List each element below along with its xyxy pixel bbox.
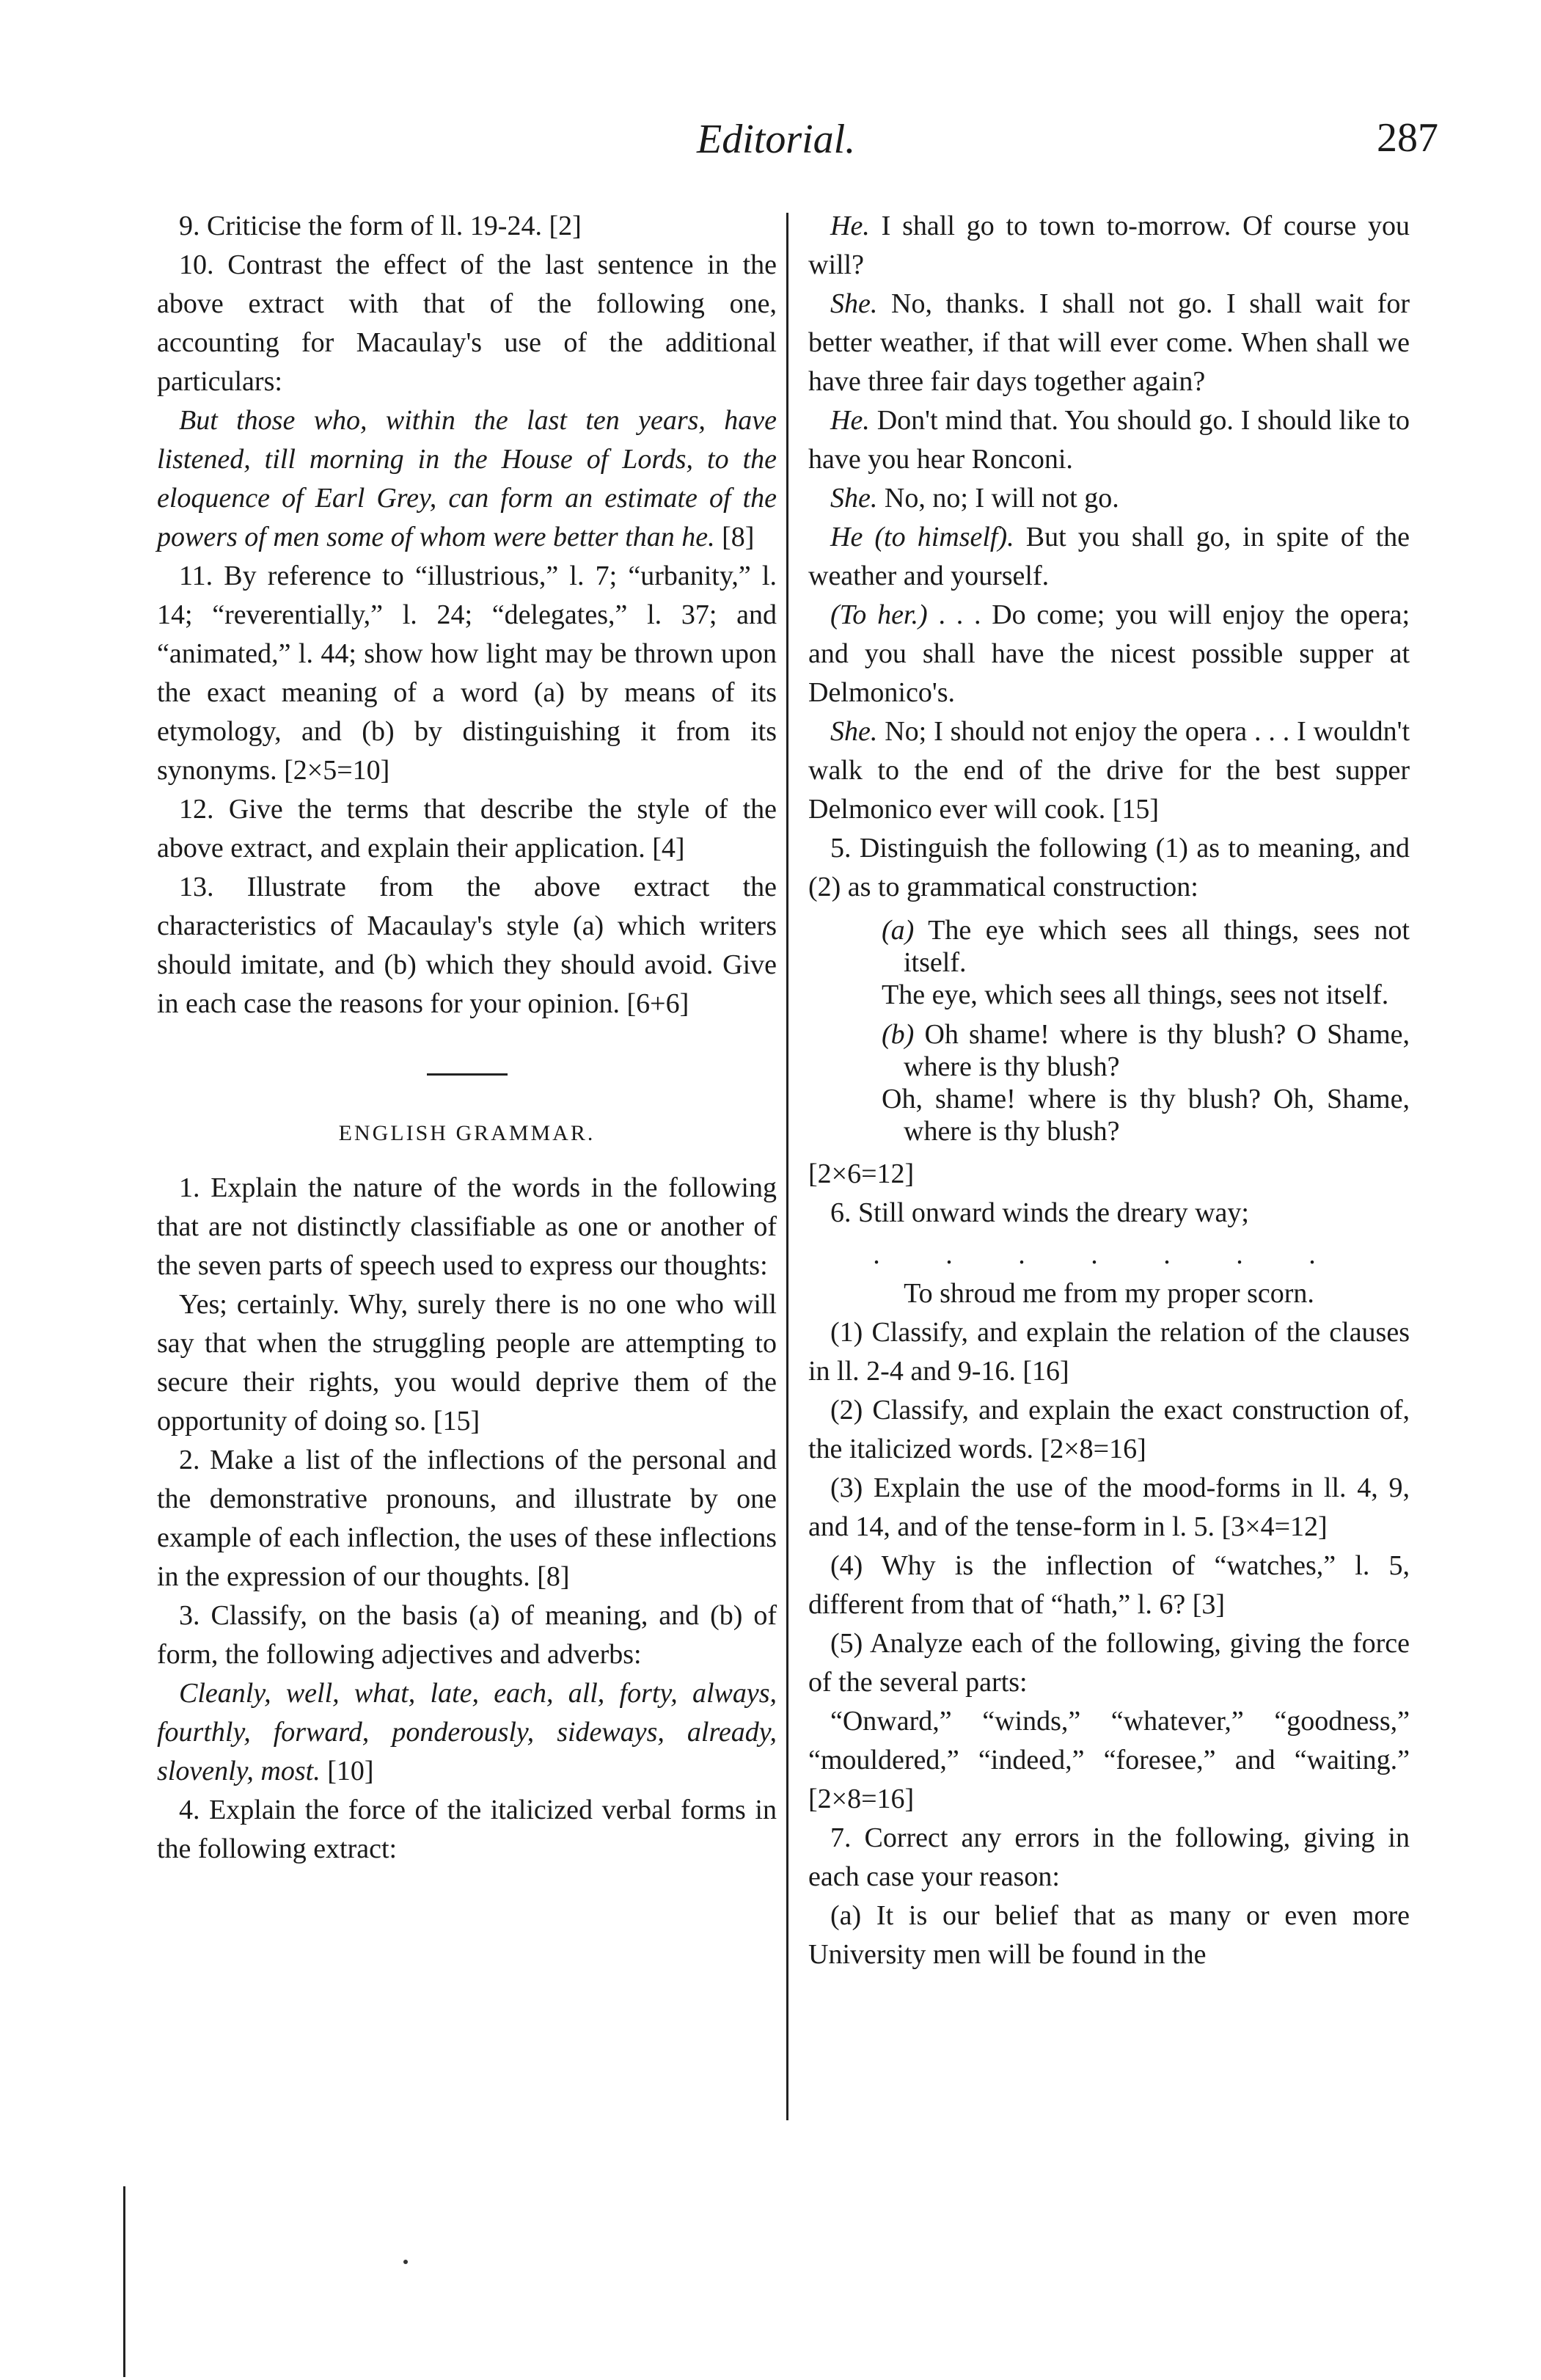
question-12: 12. Give the terms that describe the style of the above extract, and explain their application. [4]: [157, 794, 777, 864]
pair-b-sentence-2: Oh, shame! where is thy blush? Oh, Shame, where is thy blush?: [882, 1084, 1410, 1147]
dialogue-line: [808, 285, 1410, 401]
question-6-part-4: (4) Why is the inflection of “watches,” l. 5, different from that of “hath,” l. 6? [3]: [808, 1550, 1410, 1620]
question-6-part-5-words: “Onward,” “winds,” “whatever,” “goodness,” “mouldered,” “indeed,” “foresee,” and “waiting.” [2×8=16]: [808, 1706, 1410, 1814]
dialogue-text: No, thanks. I shall not go. I shall wait for better weather, if that will ever come. When shall we have three fair days together again?: [808, 288, 1410, 397]
pair-a-sentence-1: The eye which sees all things, sees not itself.: [904, 915, 1410, 978]
dialogue-line: [808, 596, 1410, 712]
section-separator: [157, 1053, 777, 1092]
pair-a-sentence-2: The eye, which sees all things, sees not itself.: [882, 979, 1389, 1010]
dialogue-text: No, no; I will not go.: [884, 483, 1119, 514]
grammar-question-3: 3. Classify, on the basis (a) of meaning, and (b) of form, the following adjectives and adverbs:: [157, 1600, 777, 1670]
question-5-mark: [2×6=12]: [808, 1158, 915, 1189]
ellipsis-dots: . . . . . . .: [873, 1239, 1345, 1270]
dialogue: [808, 207, 1410, 829]
pair-a-label: (a): [882, 915, 915, 946]
pair-b: [808, 1018, 1410, 1147]
question-6-part-5: (5) Analyze each of the following, giving the force of the several parts:: [808, 1628, 1410, 1698]
word-list: Cleanly, well, what, late, each, all, forty, always, fourthly, forward, ponderously, sideways, already, slovenly, most.: [157, 1678, 777, 1786]
dialogue-text: Don't mind that. You should go. I should like to have you hear Ronconi.: [808, 405, 1410, 475]
left-column: [157, 207, 777, 1869]
dialogue-speaker: She.: [830, 483, 878, 514]
grammar-question-4: 4. Explain the force of the italicized verbal forms in the following extract:: [157, 1795, 777, 1864]
dialogue-text: But you shall go, in spite of the weather and yourself.: [808, 522, 1410, 591]
dialogue-speaker: She.: [830, 288, 878, 319]
dialogue-speaker: (To her.): [830, 599, 928, 630]
quotation-10-mark: [8]: [722, 522, 755, 552]
running-header: [0, 110, 1541, 169]
dialogue-line: [808, 712, 1410, 829]
question-6-part-2: (2) Classify, and explain the exact construction of, the italicized words. [2×8=16]: [808, 1395, 1410, 1464]
stray-mark: [403, 2260, 408, 2264]
question-6-part-3: (3) Explain the use of the mood-forms in ll. 4, 9, and 14, and of the tense-form in l. 5. [3×4=12]: [808, 1472, 1410, 1542]
grammar-question-5: 5. Distinguish the following (1) as to meaning, and (2) as to grammatical construction:: [808, 833, 1410, 902]
section-heading: ENGLISH GRAMMAR.: [338, 1121, 596, 1145]
question-6-part-1: (1) Classify, and explain the relation of the clauses in ll. 2-4 and 9-16. [16]: [808, 1317, 1410, 1387]
right-column: [808, 207, 1410, 1974]
dialogue-line: [808, 401, 1410, 479]
running-title: Editorial.: [697, 117, 856, 162]
dialogue-speaker: He (to himself).: [830, 522, 1014, 552]
column-divider: [786, 213, 788, 2120]
question-9: 9. Criticise the form of ll. 19-24. [2]: [179, 211, 582, 241]
grammar-question-1: 1. Explain the nature of the words in the following that are not distinctly classifiable as one or another of the seven parts of speech used to express our thoughts:: [157, 1172, 777, 1281]
question-11: 11. By reference to “illustrious,” l. 7; “urbanity,” l. 14; “reverentially,” l. 24; “delegates,” l. 37; and “animated,” l. 44; show how light may be thrown upon the exact meaning of a word (a) by means of its etymology, and (b) by distinguishing it from its synonyms. [2×5=10]: [157, 561, 777, 786]
pair-b-sentence-1: Oh shame! where is thy blush? O Shame, where is thy blush?: [904, 1019, 1410, 1082]
grammar-question-1-text: Yes; certainly. Why, surely there is no one who will say that when the struggling people are attempting to secure their rights, you would deprive them of the opportunity of doing so. [15]: [157, 1289, 777, 1437]
question-10: 10. Contrast the effect of the last sentence in the above extract with that of the following one, accounting for Macaulay's use of the additional particulars:: [157, 249, 777, 397]
dialogue-speaker: She.: [830, 716, 878, 747]
grammar-question-2: 2. Make a list of the inflections of the personal and the demonstrative pronouns, and illustrate by one example of each inflection, the uses of these inflections in the expression of our thoughts. [8]: [157, 1445, 777, 1592]
quotation-10: [157, 401, 777, 557]
dialogue-text: No; I should not enjoy the opera . . . I wouldn't walk to the end of the drive for the best supper Delmonico ever will cook. [15]: [808, 716, 1410, 825]
dialogue-speaker: He.: [830, 405, 870, 436]
pair-b-label: (b): [882, 1019, 915, 1050]
margin-rule: [123, 2186, 125, 2377]
dialogue-line: [808, 479, 1410, 518]
quotation-10-text: But those who, within the last ten years, have listened, till morning in the House of Lords, to the eloquence of Earl Grey, can form an estimate of the powers of men some of whom were better than he.: [157, 405, 777, 552]
grammar-question-7: 7. Correct any errors in the following, giving in each case your reason:: [808, 1822, 1410, 1892]
word-list-mark: [10]: [327, 1756, 374, 1786]
dialogue-line: [808, 518, 1410, 596]
dialogue-line: [808, 207, 1410, 285]
grammar-question-6: 6. Still onward winds the dreary way;: [830, 1197, 1249, 1228]
poem-last-line: To shroud me from my proper scorn.: [904, 1278, 1314, 1309]
dialogue-text: . . . Do come; you will enjoy the opera; and you shall have the nicest possible supper at Delmonico's.: [808, 599, 1410, 708]
dialogue-text: I shall go to town to-morrow. Of course you will?: [808, 211, 1410, 280]
page-number: 287: [1377, 115, 1438, 161]
question-13: 13. Illustrate from the above extract the characteristics of Macaulay's style (a) which writers should imitate, and (b) which they should avoid. Give in each case the reasons for your opinion. [6+6]: [157, 872, 777, 1019]
dialogue-speaker: He.: [830, 211, 870, 241]
pair-a: [808, 914, 1410, 1011]
grammar-question-3-words: [157, 1674, 777, 1791]
question-7-part-a: (a) It is our belief that as many or even more University men will be found in the: [808, 1900, 1410, 1970]
